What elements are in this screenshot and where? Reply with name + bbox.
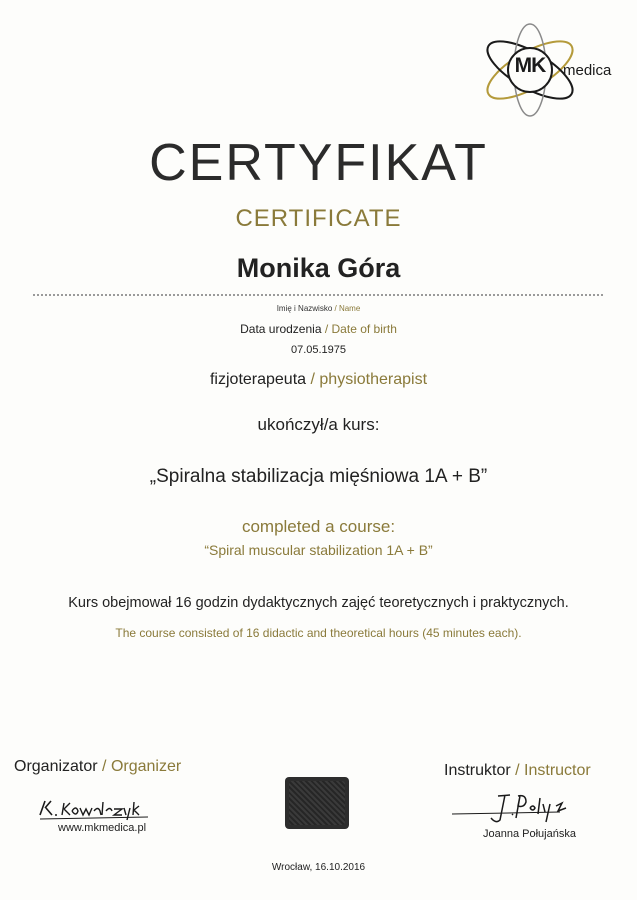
organizer-website: www.mkmedica.pl [58,822,147,834]
profession-pl: fizjoterapeuta [209,371,307,388]
name-label-sep: / [332,304,339,313]
dob-label-pl: Data urodzenia [240,322,322,336]
organizer-signature [36,793,176,823]
profession-en: physiotherapist [319,371,428,388]
instructor-label-pl: Instruktor [444,762,511,779]
organizer-label-sep: / [97,758,111,775]
instructor-name: Joanna Połujańska [483,828,576,840]
profession [0,371,637,389]
instructor-label-en: Instructor [524,762,591,779]
course-hours-en: The course consisted of 16 didactic and theoretical hours (45 minutes each). [115,626,522,640]
stamp-pattern [289,781,345,825]
profession-sep: / [306,371,320,388]
completed-course-pl: ukończył/a kurs: [257,415,380,434]
course-hours-pl: Kurs obejmował 16 godzin dydaktycznych zajęć teoretycznych i praktycznych. [68,595,569,611]
completed-course-en: completed a course: [241,517,396,536]
organizer-label [14,758,181,776]
certificate-subtitle: CERTIFICATE [235,205,402,232]
dob-label-en: Date of birth [331,322,397,336]
mk-medica-logo [470,22,620,122]
dob-label-sep: / [321,322,332,336]
recipient-name: Monika Góra [236,253,401,283]
place-and-date: Wrocław, 16.10.2016 [271,862,366,873]
name-label-en: Name [338,304,361,313]
instructor-label [444,762,591,780]
course-name-en: “Spiral muscular stabilization 1A + B” [204,542,433,558]
instructor-label-sep: / [510,762,525,779]
logo-mk-text: MK [514,54,546,77]
dob-field-label [0,322,637,336]
name-label-pl: Imię i Nazwisko [276,304,333,313]
dob-value: 07.05.1975 [290,344,347,356]
logo-medica-text: medica [563,62,612,79]
official-stamp [285,777,349,829]
certificate-title: CERTYFIKAT [149,134,488,192]
course-name-pl: „Spiralna stabilizacja mięśniowa 1A + B” [149,466,488,487]
name-dotted-rule [33,294,603,296]
organizer-label-pl: Organizator [14,758,98,775]
organizer-label-en: Organizer [110,758,182,775]
instructor-signature [450,786,600,831]
name-field-label [0,304,637,313]
